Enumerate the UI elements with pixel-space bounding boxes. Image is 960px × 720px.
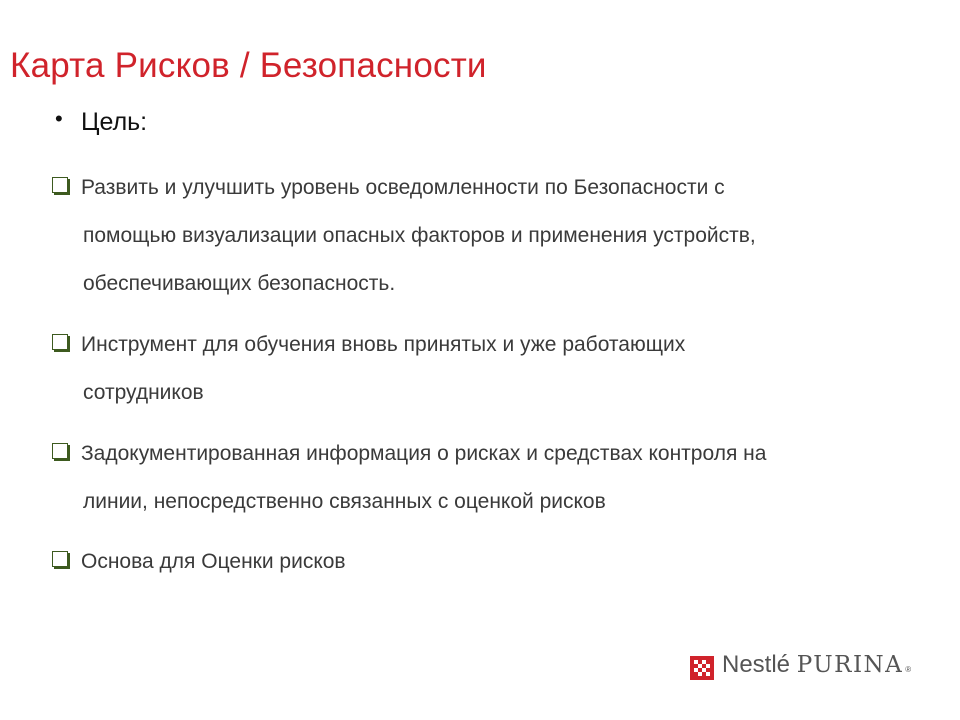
list-item-line: сотрудников [83,381,204,404]
logo-brand: Nestlé [722,651,791,678]
list-item-line: Инструмент для обучения вновь принятых и уже работающих [52,321,892,369]
purina-checkerboard-icon [690,656,714,680]
checkbox-icon [52,551,68,567]
logo-trademark: ® [905,665,912,674]
list-item-line: Задокументированная информация о рисках и средствах контроля на [52,430,892,478]
checkbox-icon [52,443,68,459]
logo-sub-brand: PURINA [796,652,904,678]
list-item-line: обеспечивающих безопасность. [83,272,396,295]
list-item [52,538,892,586]
goal-heading [55,108,147,137]
checkbox-icon [52,334,68,350]
goal-label: Цель: [81,108,148,136]
list-item-line: Развить и улучшить уровень осведомленности по Безопасности с [52,164,892,212]
list-item-line: Основа для Оценки рисков [52,538,892,586]
bullet-icon: • [55,106,63,131]
logo-text [722,653,911,682]
list-item [52,164,892,308]
list-item-line: линии, непосредственно связанных с оценкой рисков [83,490,606,513]
list-item [52,430,892,526]
slide-title: Карта Рисков / Безопасности [10,46,487,85]
list-item [52,321,892,417]
checkbox-icon [52,177,68,193]
list-item-line: помощью визуализации опасных факторов и применения устройств, [83,224,756,247]
nestle-purina-logo [690,653,911,682]
